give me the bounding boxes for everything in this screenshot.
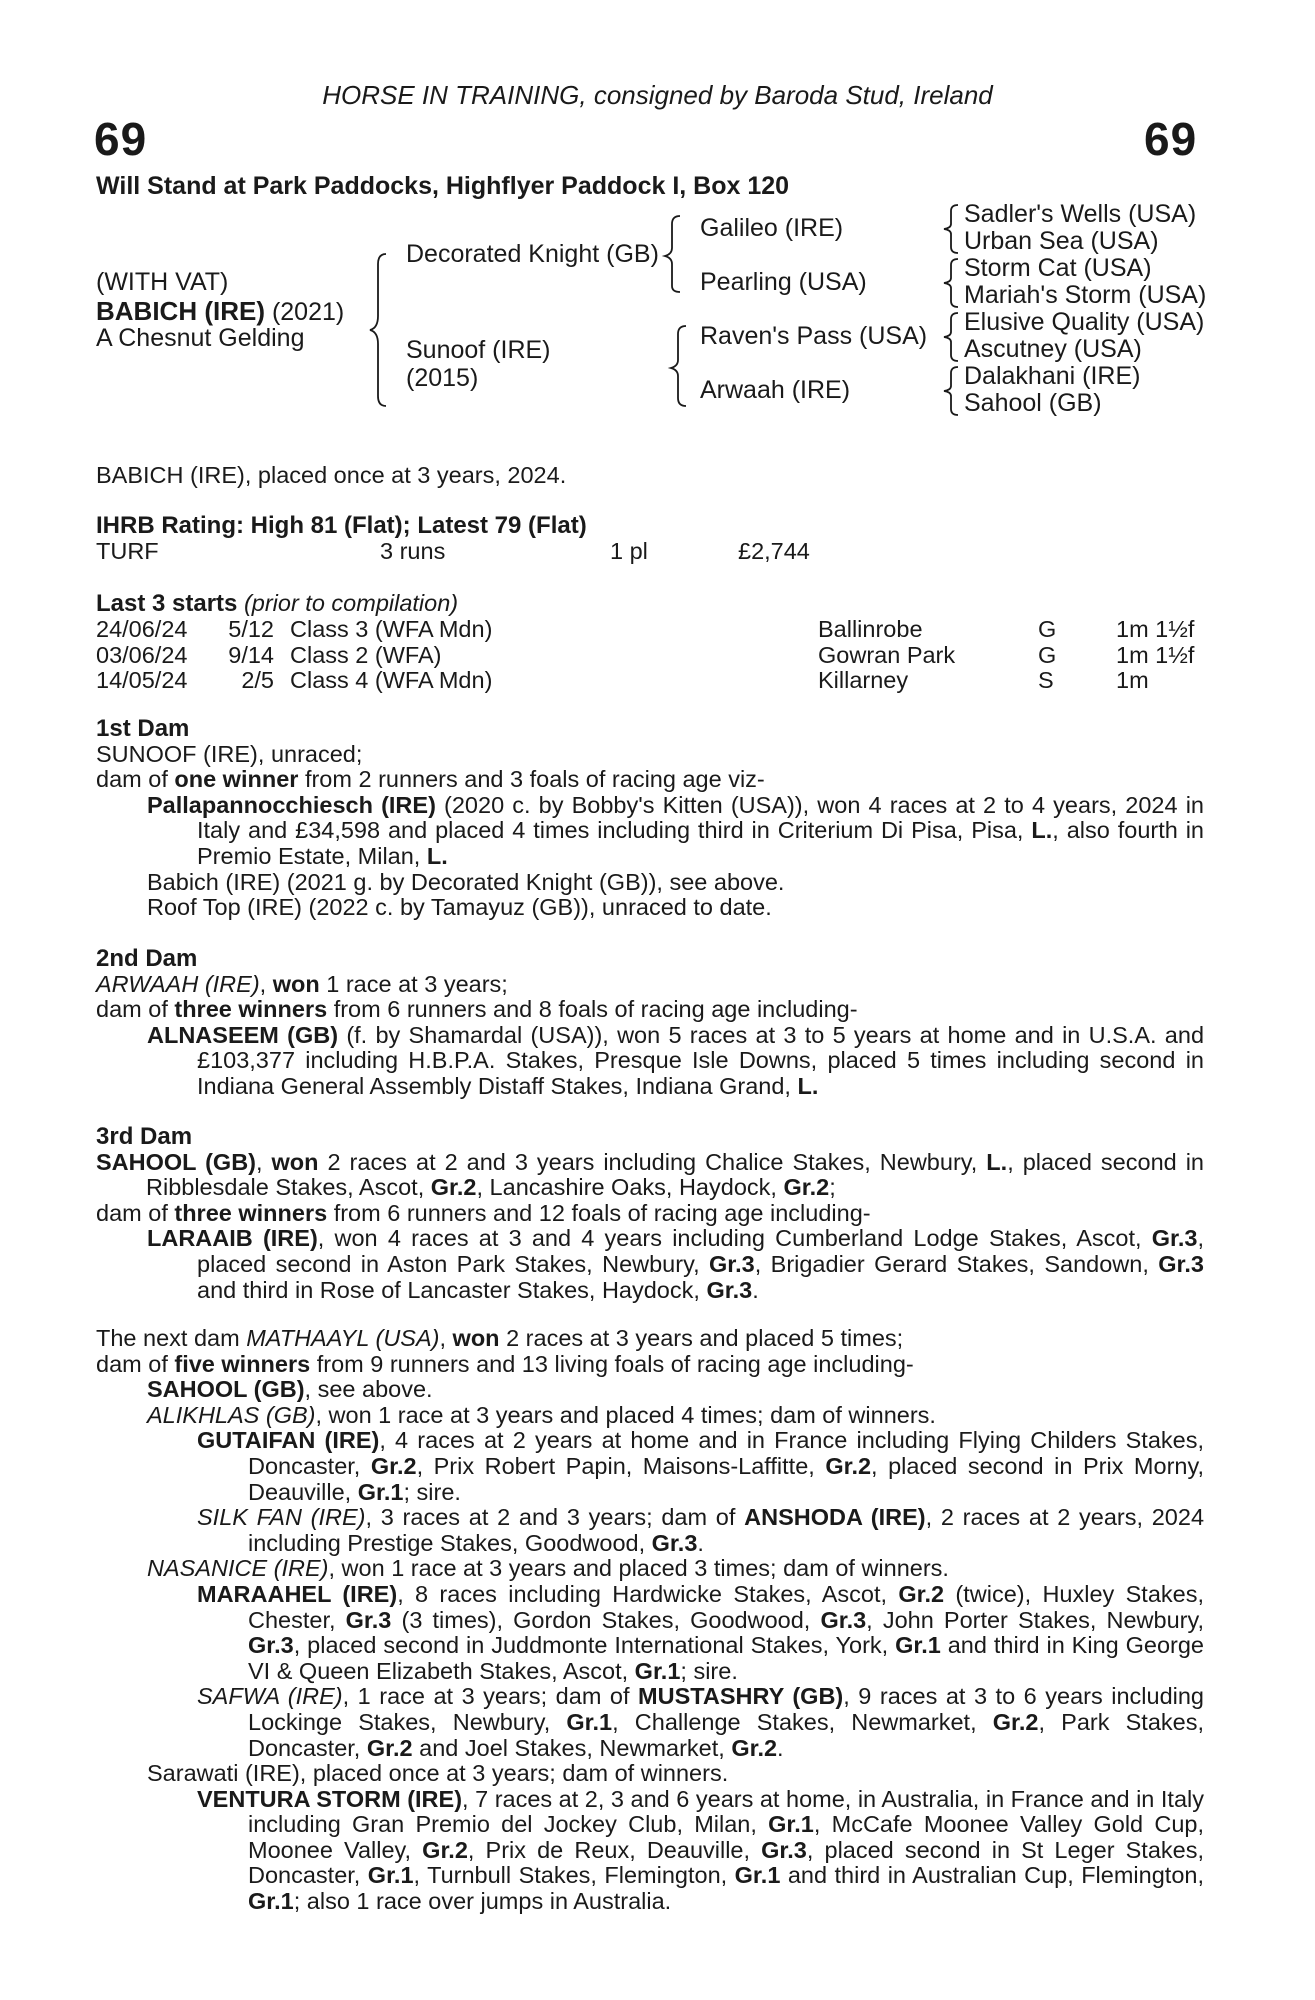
horse-name: BABICH (IRE) xyxy=(96,296,265,326)
first-dam-line: SUNOOF (IRE), unraced; xyxy=(96,740,363,767)
progeny-silk-fan: SILK FAN (IRE), 3 races at 2 and 3 years; dam of ANSHODA (IRE), 2 races at 2 years, 2024 including Prestige Stakes, Goodwood, Gr.3. xyxy=(197,1504,1205,1556)
next-dam-section xyxy=(96,1326,1204,1915)
pedigree-sire: Decorated Knight (GB) xyxy=(406,240,659,268)
first-dam-heading: 1st Dam xyxy=(96,715,190,742)
start-pos: 2/5 xyxy=(241,667,274,694)
third-dam-section xyxy=(96,1124,1204,1303)
last-starts-title: Last 3 starts xyxy=(96,590,238,617)
progeny-ventura-storm: VENTURA STORM (IRE), 7 races at 2, 3 and 6 years at home, in Australia, in France and in Italy including Gran Premio del Jockey Club, Milan, Gr.1, McCafe Moonee Valley Gold Cup, Moonee Valley, Gr.2, Prix de Reux, Deauville, Gr.3, placed second in St Leger Stakes, Doncaster, Gr.1, Turnbull Stakes, Flemington, Gr.1 and third in Australian Cup, Flemington, Gr.1; also 1 race over jumps in Australia. xyxy=(197,1785,1205,1915)
horse-year: (2021) xyxy=(265,298,345,326)
pedigree-brace-dd xyxy=(940,364,962,418)
pedigree-brace-ss xyxy=(940,202,962,256)
progeny-gutaifan: GUTAIFAN (IRE), 4 races at 2 years at home and in France including Flying Childers Stakes, Doncaster, Gr.2, Prix Robert Papin, Maisons-Laffitte, Gr.2, placed second in Prix Morny, Deauville, Gr.1; sire. xyxy=(197,1427,1205,1505)
progeny-nasanice: NASANICE (IRE), won 1 race at 3 years and placed 3 times; dam of winners. xyxy=(147,1555,949,1582)
third-dam-line: SAHOOL (GB), won 2 races at 2 and 3 years including Chalice Stakes, Newbury, L., placed second in Ribblesdale Stakes, Ascot, Gr.2, Lancashire Oaks, Haydock, Gr.2; xyxy=(96,1148,1204,1201)
second-dam-heading: 2nd Dam xyxy=(96,945,198,972)
start-course: Gowran Park xyxy=(818,641,956,668)
start-going: G xyxy=(1038,616,1057,642)
start-class: Class 2 (WFA) xyxy=(290,641,442,668)
progeny-alnaseem: ALNASEEM (GB) (f. by Shamardal (USA)), won 5 races at 3 to 5 years at home and in U.S.A. and £103,377 including H.B.P.A. Stakes, Presque Isle Downs, placed 5 times including second in Indiana General Assembly Distaff Stakes, Indiana Grand, L. xyxy=(147,1021,1205,1099)
pedigree-brace-dam xyxy=(666,322,692,410)
start-going: G xyxy=(1038,641,1057,668)
start-class: Class 3 (WFA Mdn) xyxy=(290,616,493,642)
second-dam-line: ARWAAH (IRE), won 1 race at 3 years; xyxy=(96,970,508,997)
first-dam-section xyxy=(96,716,1204,921)
pedigree-ss: Galileo (IRE) xyxy=(700,214,844,242)
start-date: 14/05/24 xyxy=(96,667,188,694)
rating-placed: 1 pl xyxy=(610,538,648,564)
pedigree-dsd: Ascutney (USA) xyxy=(964,335,1142,363)
progeny-babich: Babich (IRE) (2021 g. by Decorated Knight (GB)), see above. xyxy=(147,868,785,895)
pedigree-dss: Elusive Quality (USA) xyxy=(964,308,1205,336)
progeny-maraahel: MARAAHEL (IRE), 8 races including Hardwicke Stakes, Ascot, Gr.2 (twice), Huxley Stakes, Chester, Gr.3 (3 times), Gordon Stakes, Goodwood, Gr.3, John Porter Stakes, Newbury, Gr.3, placed second in Juddmonte International Stakes, York, Gr.1 and third in King George VI & Queen Elizabeth Stakes, Ascot, Gr.1; sire. xyxy=(197,1580,1205,1684)
pedigree-ds: Raven's Pass (USA) xyxy=(700,322,928,350)
pedigree-sdd: Mariah's Storm (USA) xyxy=(964,281,1207,309)
rating-surface: TURF xyxy=(96,538,159,564)
start-course: Killarney xyxy=(818,667,909,694)
pedigree-brace-ds xyxy=(940,310,962,364)
lot-number-right: 69 xyxy=(1144,113,1198,165)
start-course: Ballinrobe xyxy=(818,616,923,642)
horse-summary: BABICH (IRE), placed once at 3 years, 2024. xyxy=(96,462,567,488)
progeny-pallapannocchiesch: Pallapannocchiesch (IRE) (2020 c. by Bobby's Kitten (USA)), won 4 races at 2 to 4 years, 2024 in Italy and £34,598 and placed 4 times including third in Criterium Di Pisa, Pisa, L., also fourth in Premio Estate, Milan, L. xyxy=(147,791,1205,869)
next-dam-record: dam of five winners from 9 runners and 13 living foals of racing age including- xyxy=(96,1350,914,1377)
second-dam-section xyxy=(96,946,1204,1100)
progeny-sahool: SAHOOL (GB), see above. xyxy=(147,1376,433,1403)
pedigree-brace-gen1 xyxy=(364,250,394,410)
first-dam-record: dam of one winner from 2 runners and 3 foals of racing age viz- xyxy=(96,766,765,793)
last-starts-table xyxy=(0,616,1315,696)
consignment-line: HORSE IN TRAINING, consigned by Baroda Stud, Ireland xyxy=(322,80,993,110)
start-date: 24/06/24 xyxy=(96,616,188,642)
start-date: 03/06/24 xyxy=(96,641,188,668)
vat-label: (WITH VAT) xyxy=(96,268,229,296)
stand-location: Will Stand at Park Paddocks, Highflyer Paddock I, Box 120 xyxy=(96,172,790,200)
progeny-laraaib: LARAAIB (IRE), won 4 races at 3 and 4 years including Cumberland Lodge Stakes, Ascot, Gr.3, placed second in Aston Park Stakes, Newbury, Gr.3, Brigadier Gerard Stakes, Sandown, Gr.3 and third in Rose of Lancaster Stakes, Haydock, Gr.3. xyxy=(147,1225,1204,1303)
pedigree-sds: Storm Cat (USA) xyxy=(964,254,1152,282)
second-dam-record: dam of three winners from 6 runners and 8 foals of racing age including- xyxy=(96,996,858,1023)
pedigree-brace-sire xyxy=(660,212,686,296)
progeny-safwa: SAFWA (IRE), 1 race at 3 years; dam of MUSTASHRY (GB), 9 races at 3 to 6 years including Lockinge Stakes, Newbury, Gr.1, Challenge Stakes, Newmarket, Gr.2, Park Stakes, Doncaster, Gr.2 and Joel Stakes, Newmarket, Gr.2. xyxy=(197,1683,1204,1761)
horse-name-line xyxy=(96,296,344,327)
pedigree-ddd: Sahool (GB) xyxy=(964,389,1102,417)
progeny-roof-top: Roof Top (IRE) (2022 c. by Tamayuz (GB)), unraced to date. xyxy=(147,894,772,921)
pedigree-ssd: Urban Sea (USA) xyxy=(964,227,1159,255)
start-pos: 5/12 xyxy=(228,616,274,642)
rating-prize: £2,744 xyxy=(738,538,810,564)
next-dam-line: The next dam MATHAAYL (USA), won 2 races at 3 years and placed 5 times; xyxy=(96,1325,904,1351)
last-starts-note: (prior to compilation) xyxy=(243,590,459,616)
start-going: S xyxy=(1038,667,1054,694)
rating-runs: 3 runs xyxy=(380,538,446,564)
third-dam-heading: 3rd Dam xyxy=(96,1123,193,1150)
progeny-alikhlas: ALIKHLAS (GB), won 1 race at 3 years and placed 4 times; dam of winners. xyxy=(147,1401,936,1428)
start-pos: 9/14 xyxy=(228,641,274,668)
progeny-sarawati: Sarawati (IRE), placed once at 3 years; dam of winners. xyxy=(147,1760,729,1787)
pedigree-dd: Arwaah (IRE) xyxy=(700,376,851,404)
start-class: Class 4 (WFA Mdn) xyxy=(290,667,493,694)
pedigree-dam-year: (2015) xyxy=(406,364,479,392)
pedigree-sd: Pearling (USA) xyxy=(700,268,867,296)
lot-number-left: 69 xyxy=(94,113,148,165)
start-dist: 1m 1½f xyxy=(1116,616,1195,642)
start-dist: 1m 1½f xyxy=(1116,641,1195,668)
start-dist: 1m xyxy=(1116,667,1149,694)
last-starts-heading xyxy=(96,590,458,618)
pedigree-dds: Dalakhani (IRE) xyxy=(964,362,1141,390)
pedigree-brace-sd xyxy=(940,256,962,310)
third-dam-record: dam of three winners from 6 runners and 12 foals of racing age including- xyxy=(96,1199,871,1226)
rating-line: IHRB Rating: High 81 (Flat); Latest 79 (Flat) xyxy=(96,512,587,539)
horse-description: A Chesnut Gelding xyxy=(96,324,305,352)
pedigree-sss: Sadler's Wells (USA) xyxy=(964,200,1197,228)
pedigree-dam: Sunoof (IRE) xyxy=(406,336,551,364)
